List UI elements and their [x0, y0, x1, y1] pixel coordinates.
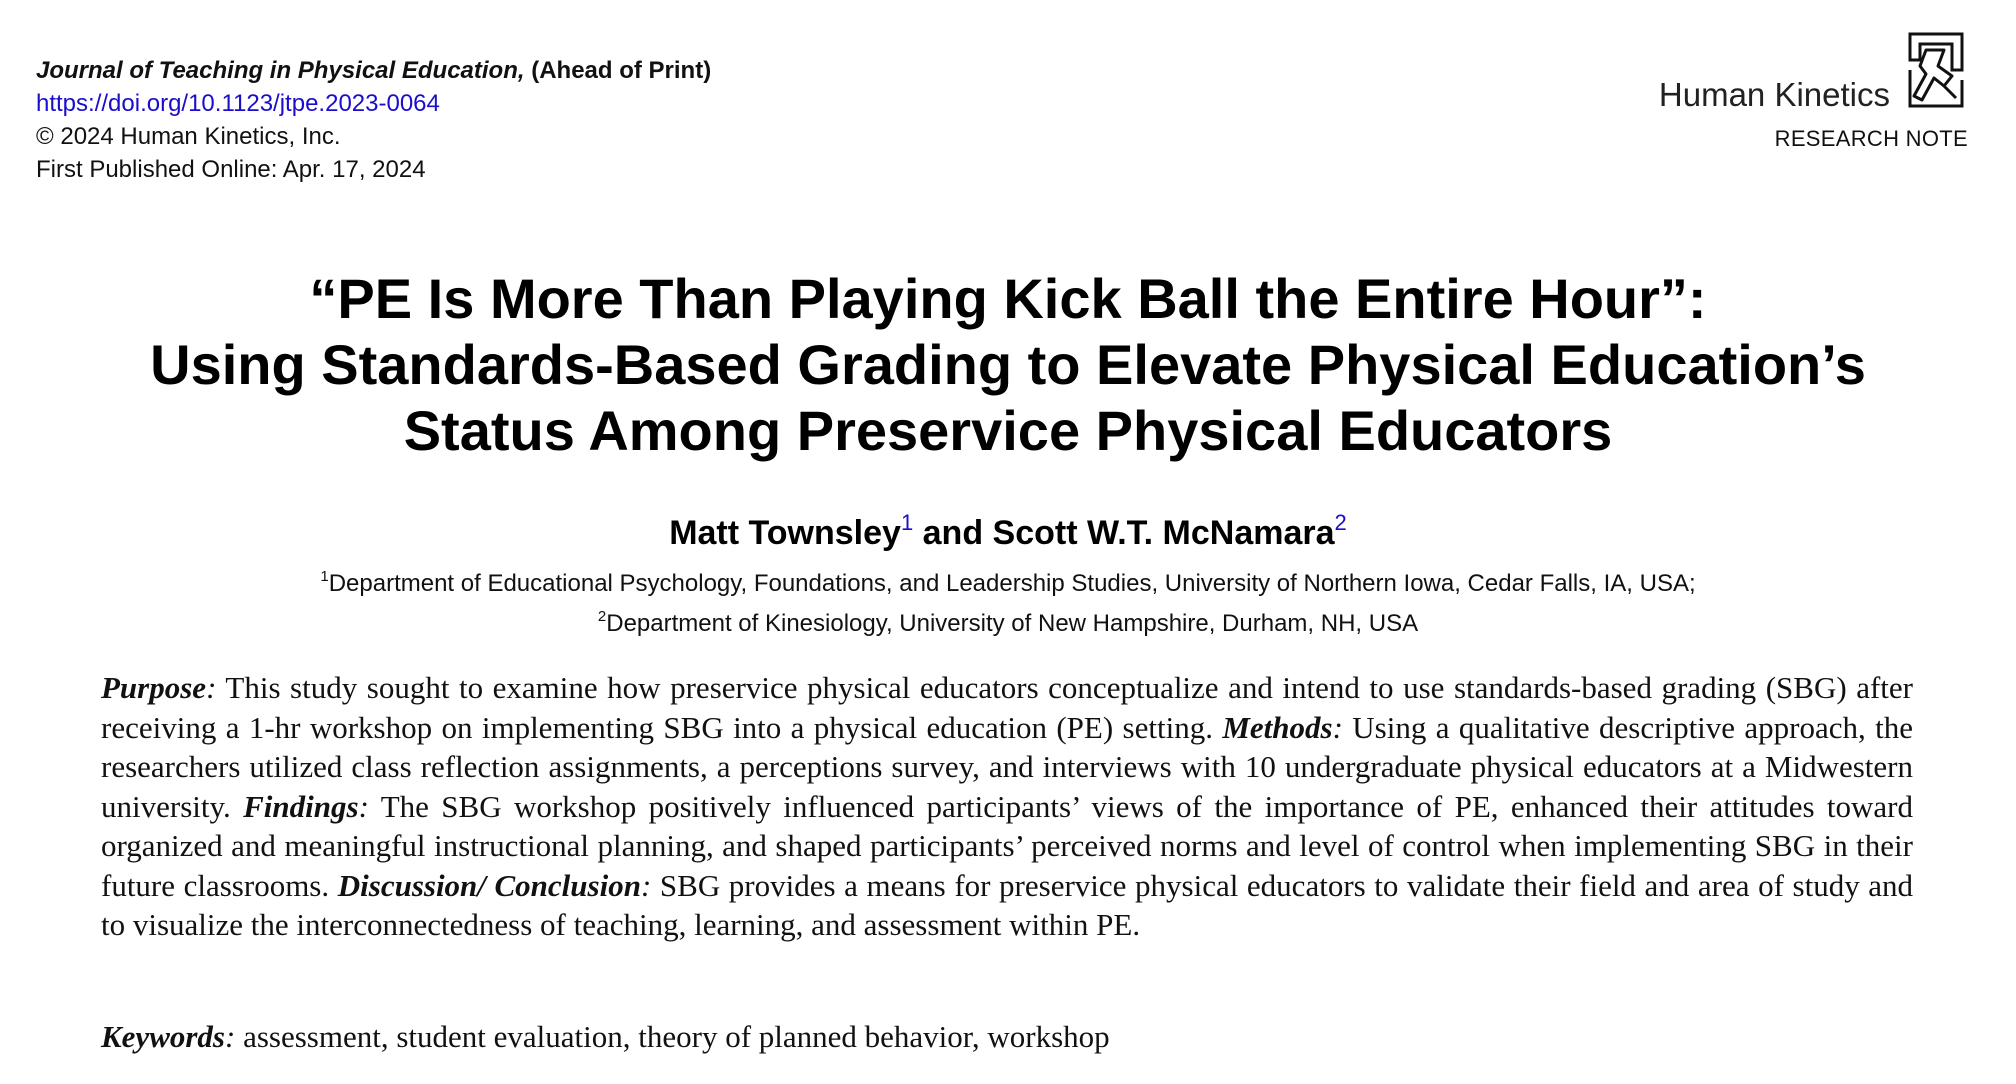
print-status: (Ahead of Print) — [531, 57, 712, 84]
purpose-text: This study sought to examine how preservice physical educators conceptualize and intend to use standards-based grading (SBG) after receiving a 1-hr workshop on implementing SBG into a physical education (PE) setting. — [101, 670, 1913, 745]
discussion-label: Discussion/ Conclusion — [337, 867, 641, 903]
journal-citation-line — [36, 54, 711, 87]
article-type-label: RESEARCH NOTE — [1774, 126, 1968, 151]
discussion-text: SBG provides a means for preservice physical educators to validate their field and area of study and to visualize the interconnectedness of teaching, learning, and assessment within PE. — [101, 867, 1914, 942]
purpose-label: Purpose — [101, 670, 207, 705]
methods-text: Using a qualitative descriptive approach, the researchers utilized class reflection assignments, a perceptions survey, and interviews with 10 undergraduate physical educators at a Midwestern university. — [101, 709, 1914, 824]
findings-label: Findings — [243, 788, 359, 824]
findings-text: The SBG workshop positively influenced participants’ views of the importance of PE, enhanced their attitudes toward organized and meaningful instructional planning, and shaped participants’ perceived norms and level of control when implementing SBG in their future classrooms. — [101, 788, 1913, 903]
affiliation-text: Department of Kinesiology, University of New Hampshire, Durham, NH, USA — [606, 610, 1419, 637]
affiliation-text: Department of Educational Psychology, Foundations, and Leadership Studies, University of Northern Iowa, Cedar Falls, IA, USA; — [328, 570, 1696, 597]
doi-link[interactable]: https://doi.org/10.1123/jtpe.2023-0064 — [36, 90, 440, 117]
author-name: Scott W.T. McNamara — [992, 514, 1335, 552]
keywords-text: assessment, student evaluation, theory of planned behavior, workshop — [243, 1019, 1110, 1054]
affiliation-line — [0, 600, 2016, 640]
author-name: Matt Townsley — [669, 514, 901, 552]
methods-label: Methods — [1222, 709, 1333, 745]
paper-title — [0, 266, 2016, 464]
abstract: Purpose: This study sought to examine how preservice physical educators conceptualize and intend to use standards-based grading (SBG) after receiving a 1-hr workshop on implementing SBG into a physical education (PE) setting. Methods: Using a qualitative descriptive approach, the researchers utilized class reflection assignments, a perceptions survey, and interviews with 10 undergraduate physical educators at a Midwestern university. Findings: The SBG workshop positively influenced participants’ views of the importance of PE, enhanced their attitudes toward organized and meaningful instructional planning, and shaped participants’ perceived norms and level of control when implementing SBG in their future classrooms. Discussion/ Conclusion: SBG provides a means for preservice physical educators to validate their field and area of study and to visualize the interconnectedness of teaching, learning, and assessment within PE. — [101, 670, 1914, 942]
affiliation-number: 2 — [597, 608, 607, 625]
human-kinetics-logo-icon — [1904, 30, 1968, 110]
keywords-label: Keywords — [101, 1019, 225, 1054]
affiliation-line — [0, 560, 2016, 600]
title-line-1: “PE Is More Than Playing Kick Ball the Entire Hour”: — [309, 267, 1707, 330]
title-line-3: Status Among Preservice Physical Educators — [403, 399, 1613, 462]
publisher-block — [1588, 30, 1968, 150]
publisher-name: Human Kinetics — [1658, 76, 1890, 113]
affiliation-mark[interactable]: 2 — [1334, 510, 1347, 535]
affiliations — [0, 560, 2016, 640]
affiliation-number: 1 — [320, 568, 329, 585]
author-list — [0, 510, 2016, 553]
author-conjunction: and — [922, 514, 984, 552]
published-date: First Published Online: Apr. 17, 2024 — [36, 156, 426, 183]
copyright-line: © 2024 Human Kinetics, Inc. — [36, 123, 341, 150]
journal-header — [36, 54, 711, 186]
title-line-2: Using Standards-Based Grading to Elevate Physical Education’s — [150, 333, 1866, 396]
journal-name: Journal of Teaching in Physical Education, — [36, 57, 525, 84]
keywords: Keywords: assessment, student evaluation, theory of planned behavior, workshop — [101, 1019, 1110, 1054]
affiliation-mark[interactable]: 1 — [900, 510, 914, 535]
